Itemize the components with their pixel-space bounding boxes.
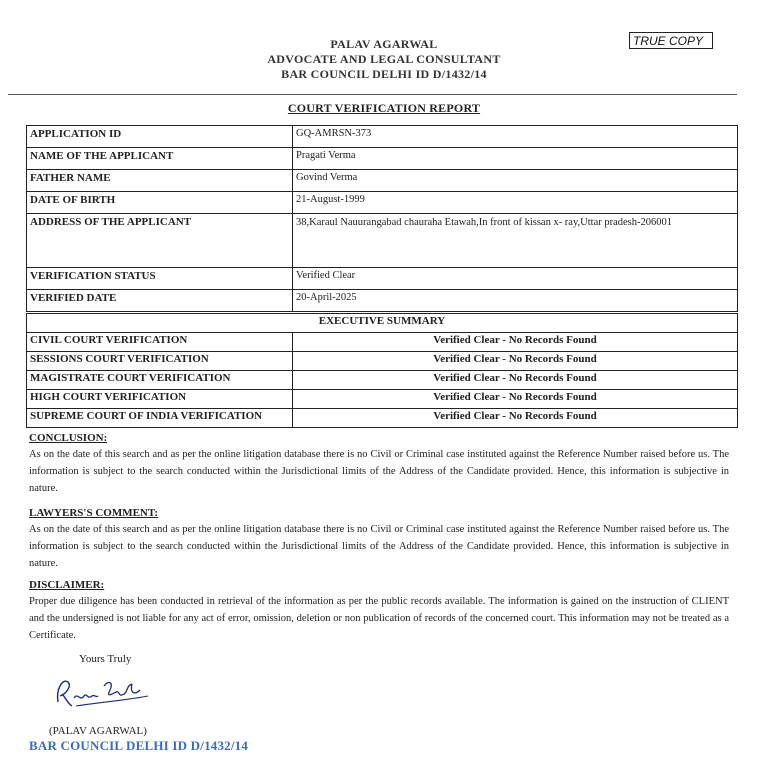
applicant-name-value: Pragati Verma: [293, 148, 738, 170]
disclaimer-text: Proper due diligence has been conducted in retrieval of the information as per the public records available. The information is gained on the instruction of CLIENT and the undersigned is not liable for any act of error, omission, deletion or non publication of records of the concerned court. This information may not be treated as a Certificate.: [29, 596, 729, 641]
dob-value: 21-August-1999: [293, 192, 738, 214]
lawyers-comment-text: As on the date of this search and as per the online litigation database there is no Civil or Criminal case instituted against the Reference Number raised before us. The information is subject to the search conducted within the Jurisdictional limits of the Address of the Candidate provided. Hence, this information is subjective in nature.: [29, 524, 729, 569]
table-row: [27, 333, 738, 352]
table-row: [27, 409, 738, 428]
father-name-label: FATHER NAME: [27, 170, 293, 192]
court-result: Verified Clear - No Records Found: [293, 409, 738, 428]
verified-date-label: VERIFIED DATE: [27, 290, 293, 312]
court-name: CIVIL COURT VERIFICATION: [27, 333, 293, 352]
father-name-value: Govind Verma: [293, 170, 738, 192]
signer-name: (PALAV AGARWAL): [49, 725, 147, 737]
court-result: Verified Clear - No Records Found: [293, 333, 738, 352]
table-header-row: [27, 314, 738, 333]
table-row: [27, 214, 738, 268]
advocate-title: ADVOCATE AND LEGAL CONSULTANT: [267, 52, 501, 66]
table-row: [27, 371, 738, 390]
conclusion-section: [29, 432, 729, 497]
court-name: SESSIONS COURT VERIFICATION: [27, 352, 293, 371]
application-id-label: APPLICATION ID: [27, 126, 293, 148]
verified-date-value: 20-April-2025: [293, 290, 738, 312]
table-row: [27, 290, 738, 312]
table-row: [27, 390, 738, 409]
table-row: [27, 170, 738, 192]
lawyers-comment-section: [29, 507, 729, 572]
court-name: HIGH COURT VERIFICATION: [27, 390, 293, 409]
handwritten-signature: [52, 672, 152, 714]
table-row: [27, 148, 738, 170]
report-title: COURT VERIFICATION REPORT: [287, 101, 481, 115]
disclaimer-title: DISCLAIMER:: [29, 579, 105, 591]
executive-summary-heading: EXECUTIVE SUMMARY: [27, 314, 738, 333]
applicant-name-label: NAME OF THE APPLICANT: [27, 148, 293, 170]
signer-bar-council-id: BAR COUNCIL DELHI ID D/1432/14: [29, 738, 249, 753]
court-result: Verified Clear - No Records Found: [293, 371, 738, 390]
table-row: [27, 192, 738, 214]
conclusion-text: As on the date of this search and as per the online litigation database there is no Civil or Criminal case instituted against the Reference Number raised before us. The information is subject to the search conducted within the Jurisdictional limits of the Address of the Candidate provided. Hence, this information is subjective in nature.: [29, 449, 729, 494]
disclaimer-section: [29, 579, 729, 644]
table-row: [27, 126, 738, 148]
advocate-name: PALAV AGARWAL: [330, 37, 438, 51]
court-result: Verified Clear - No Records Found: [293, 352, 738, 371]
table-row: [27, 268, 738, 290]
address-label: ADDRESS OF THE APPLICANT: [27, 214, 293, 268]
header-divider: [8, 94, 737, 95]
verification-status-value: Verified Clear: [293, 268, 738, 290]
table-row: [27, 352, 738, 371]
yours-truly: Yours Truly: [79, 653, 132, 665]
court-result: Verified Clear - No Records Found: [293, 390, 738, 409]
dob-label: DATE OF BIRTH: [27, 192, 293, 214]
court-name: SUPREME COURT OF INDIA VERIFICATION: [27, 409, 293, 428]
verification-status-label: VERIFICATION STATUS: [27, 268, 293, 290]
bar-council-id: BAR COUNCIL DELHI ID D/1432/14: [281, 67, 487, 81]
address-value: 38,Karaul Nauurangabad chauraha Etawah,In front of kissan x- ray,Uttar pradesh-206001: [293, 214, 738, 268]
executive-summary-table: [26, 313, 738, 428]
application-id-value: GQ-AMRSN-373: [293, 126, 738, 148]
conclusion-title: CONCLUSION:: [29, 432, 108, 444]
applicant-details-table: [26, 125, 738, 312]
court-name: MAGISTRATE COURT VERIFICATION: [27, 371, 293, 390]
true-copy-stamp: TRUE COPY: [629, 32, 713, 49]
lawyers-comment-title: LAWYERS'S COMMENT:: [29, 507, 159, 519]
